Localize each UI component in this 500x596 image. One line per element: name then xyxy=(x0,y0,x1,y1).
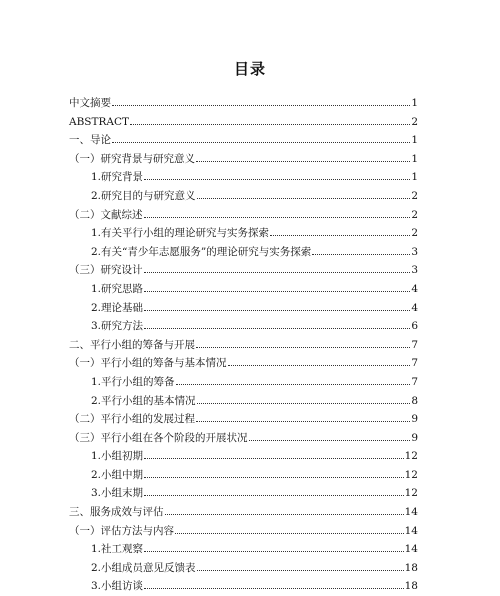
toc-entry[interactable] xyxy=(69,317,418,336)
toc-entry-label: 2.小组中期 xyxy=(91,468,144,481)
toc-entry[interactable] xyxy=(69,559,418,578)
toc-entry-page-number: 2 xyxy=(411,208,418,221)
toc-entry-label: （一）评估方法与内容 xyxy=(69,524,174,537)
toc-entry-page-number: 18 xyxy=(404,580,418,593)
toc-entry-page-number: 14 xyxy=(404,543,418,556)
toc-entry-page-number: 14 xyxy=(404,506,418,519)
toc-entry[interactable] xyxy=(69,206,418,225)
toc-entry-label: 一、导论 xyxy=(69,134,111,147)
toc-entry-label: 3.小组末期 xyxy=(91,487,144,500)
toc-entry-label: 2.理论基础 xyxy=(91,301,144,314)
toc-entry-page-number: 12 xyxy=(404,450,418,463)
toc-entry[interactable] xyxy=(69,577,418,596)
toc-dot-leader xyxy=(197,403,411,404)
toc-dot-leader xyxy=(249,440,411,441)
toc-entry-page-number: 14 xyxy=(404,524,418,537)
toc-entry-label: （一）研究背景与研究意义 xyxy=(69,152,195,165)
toc-entry-page-number: 12 xyxy=(404,487,418,500)
toc-dot-leader xyxy=(144,291,410,292)
toc-entry-label: 1.小组初期 xyxy=(91,450,144,463)
toc-entry-page-number: 4 xyxy=(411,282,418,295)
toc-entry[interactable] xyxy=(69,94,418,113)
toc-dot-leader xyxy=(144,495,404,496)
toc-dot-leader xyxy=(144,310,410,311)
toc-dot-leader xyxy=(144,179,410,180)
toc-entry[interactable] xyxy=(69,261,418,280)
toc-entry-page-number: 3 xyxy=(411,245,418,258)
toc-entry-page-number: 1 xyxy=(411,171,418,184)
toc-entry-label: 三、服务成效与评估 xyxy=(69,506,164,519)
toc-entry-page-number: 18 xyxy=(404,561,418,574)
toc-entry-page-number: 7 xyxy=(411,357,418,370)
toc-entry-label: （三）平行小组在各个阶段的开展状况 xyxy=(69,431,248,444)
toc-entry-page-number: 9 xyxy=(411,431,418,444)
toc-entry[interactable] xyxy=(69,299,418,318)
toc-entry[interactable] xyxy=(69,447,418,466)
toc-entry-label: 2.小组成员意见反馈表 xyxy=(91,561,196,574)
toc-dot-leader xyxy=(176,384,411,385)
toc-entry-page-number: 4 xyxy=(411,301,418,314)
toc-entry-page-number: 9 xyxy=(411,413,418,426)
toc-dot-leader xyxy=(144,458,404,459)
toc-entry[interactable] xyxy=(69,131,418,150)
toc-entry-label: （二）平行小组的发展过程 xyxy=(69,413,195,426)
toc-entry-label: （三）研究设计 xyxy=(69,264,143,277)
toc-entry[interactable] xyxy=(69,354,418,373)
toc-entry[interactable] xyxy=(69,373,418,392)
toc-dot-leader xyxy=(196,347,410,348)
toc-title: 目录 xyxy=(233,60,266,78)
toc-dot-leader xyxy=(130,124,410,125)
toc-entry-label: 2.研究目的与研究意义 xyxy=(91,189,196,202)
toc-entry-page-number: 8 xyxy=(411,394,418,407)
toc-entry-label: 2.平行小组的基本情况 xyxy=(91,394,196,407)
toc-entry[interactable] xyxy=(69,280,418,299)
toc-dot-leader xyxy=(112,105,410,106)
toc-entry[interactable] xyxy=(69,224,418,243)
toc-entry[interactable] xyxy=(69,392,418,411)
toc-entry-label: 1.研究背景 xyxy=(91,171,144,184)
toc-dot-leader xyxy=(312,254,410,255)
toc-entry-label: 2.有关“青少年志愿服务”的理论研究与实务探索 xyxy=(91,245,312,258)
toc-entry[interactable] xyxy=(69,429,418,448)
toc-dot-leader xyxy=(197,570,404,571)
toc-dot-leader xyxy=(175,533,404,534)
toc-entry[interactable] xyxy=(69,150,418,169)
toc-entry-page-number: 6 xyxy=(411,320,418,333)
toc-entry-label: 3.小组访谈 xyxy=(91,580,144,593)
toc-dot-leader xyxy=(197,198,411,199)
toc-entry[interactable] xyxy=(69,336,418,355)
toc-entry-label: 1.社工观察 xyxy=(91,543,144,556)
toc-dot-leader xyxy=(196,421,410,422)
toc-entry-page-number: 12 xyxy=(404,468,418,481)
toc-dot-leader xyxy=(144,588,404,589)
toc-dot-leader xyxy=(144,328,410,329)
toc-entry-page-number: 2 xyxy=(411,227,418,240)
toc-entry-page-number: 7 xyxy=(411,338,418,351)
toc-entry-page-number: 7 xyxy=(411,375,418,388)
toc-entry[interactable] xyxy=(69,243,418,262)
toc-entry[interactable] xyxy=(69,410,418,429)
toc-entry-page-number: 2 xyxy=(411,115,418,128)
toc-entry-label: 1.平行小组的筹备 xyxy=(91,375,175,388)
toc-entry-page-number: 1 xyxy=(411,134,418,147)
toc-dot-leader xyxy=(165,514,404,515)
table-of-contents xyxy=(69,94,418,596)
toc-entry[interactable] xyxy=(69,187,418,206)
toc-dot-leader xyxy=(228,365,411,366)
toc-entry-page-number: 1 xyxy=(411,152,418,165)
toc-entry-label: 1.研究思路 xyxy=(91,282,144,295)
toc-dot-leader xyxy=(144,551,404,552)
toc-entry-label: 3.研究方法 xyxy=(91,320,144,333)
toc-entry-page-number: 2 xyxy=(411,189,418,202)
toc-dot-leader xyxy=(144,272,411,273)
toc-entry-label: 中文摘要 xyxy=(69,97,111,109)
toc-entry-label: 二、平行小组的筹备与开展 xyxy=(69,338,195,351)
toc-entry[interactable] xyxy=(69,113,418,132)
toc-entry-label: （一）平行小组的筹备与基本情况 xyxy=(69,357,227,370)
toc-dot-leader xyxy=(144,477,404,478)
toc-entry[interactable] xyxy=(69,503,418,522)
toc-dot-leader xyxy=(112,142,410,143)
toc-dot-leader xyxy=(144,217,411,218)
toc-entry[interactable] xyxy=(69,522,418,541)
toc-entry-page-number: 1 xyxy=(411,97,418,109)
toc-entry-page-number: 3 xyxy=(411,264,418,277)
toc-dot-leader xyxy=(270,235,410,236)
toc-entry-label: 1.有关平行小组的理论研究与实务探索 xyxy=(91,227,270,240)
toc-dot-leader xyxy=(196,161,410,162)
toc-entry[interactable] xyxy=(69,168,418,187)
toc-entry[interactable] xyxy=(69,484,418,503)
toc-entry-label: （二）文献综述 xyxy=(69,208,143,221)
toc-entry[interactable] xyxy=(69,466,418,485)
toc-entry-label: ABSTRACT xyxy=(69,115,130,128)
toc-entry[interactable] xyxy=(69,540,418,559)
